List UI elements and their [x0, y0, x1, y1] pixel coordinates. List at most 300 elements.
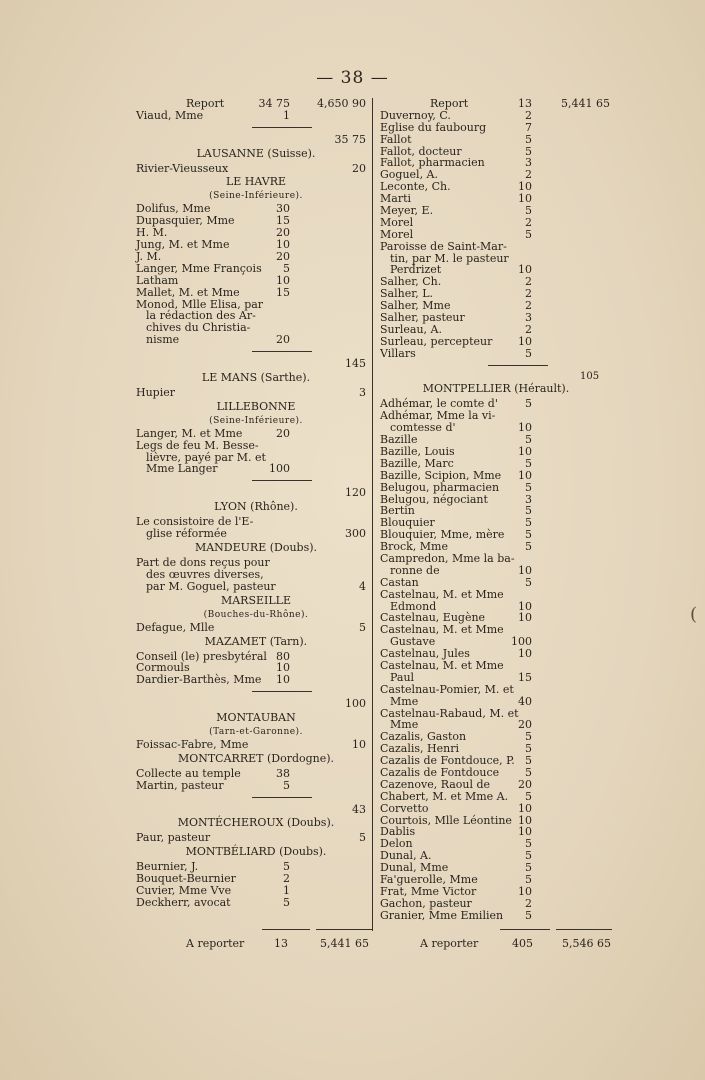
- entry-label: Cazalis, Henri: [380, 742, 459, 756]
- entry-amount: 10: [276, 273, 290, 287]
- entry-label: Adhémar, le comte d': [380, 397, 498, 411]
- entry-amount: 2: [525, 322, 532, 336]
- entry-label: Salher, L.: [380, 287, 434, 301]
- entry-amount: 1: [283, 108, 290, 122]
- entry-amount: 5: [525, 908, 532, 922]
- entry-label: Castelnau, M. et Mme: [380, 623, 504, 637]
- entry-label: MAZAMET (Tarn).: [204, 634, 308, 648]
- entry-row: [380, 910, 612, 922]
- entry-label: Surleau, A.: [380, 322, 442, 336]
- entry-label: Duvernoy, C.: [380, 108, 451, 122]
- entry-total: 3: [359, 385, 366, 399]
- entry-total: 300: [345, 527, 366, 541]
- entry-row: [380, 803, 612, 815]
- entry-label: Part de dons reçus pour: [136, 555, 270, 569]
- entry-label: MONTAUBAN: [216, 710, 296, 724]
- entry-amount: 5: [525, 540, 532, 554]
- entry-row: [380, 205, 612, 217]
- footer-left-total: 5,441 65: [320, 937, 369, 950]
- entry-amount: 10: [518, 180, 532, 194]
- entry-label: H. M.: [136, 226, 168, 240]
- entry-row: [136, 780, 376, 792]
- entry-label: Dunal, A.: [380, 849, 432, 863]
- entry-row: [380, 470, 612, 482]
- entry-label: Marti: [380, 192, 412, 206]
- footer-right-label: A reporter: [420, 937, 479, 950]
- city-heading: [136, 176, 376, 191]
- entry-row: [136, 804, 376, 816]
- entry-total: 4: [359, 579, 366, 593]
- entry-amount: 15: [276, 214, 290, 228]
- entry-amount: 5: [525, 433, 532, 447]
- left-column: [136, 98, 376, 909]
- entry-amount: 40: [518, 694, 532, 708]
- entry-amount: 10: [518, 263, 532, 277]
- entry-continuation: [136, 528, 376, 540]
- entry-row: [380, 458, 612, 470]
- entry-label: Salher, Mme: [380, 299, 451, 313]
- entry-row: [136, 134, 376, 146]
- entry-row: [136, 428, 376, 440]
- entry-amount: 2: [283, 872, 290, 886]
- footer-rule-left-b: [316, 929, 372, 930]
- entry-amount: 5: [525, 144, 532, 158]
- entry-row: [380, 181, 612, 193]
- entry-amount: 3: [525, 156, 532, 170]
- entry-amount: 10: [518, 421, 532, 435]
- entry-amount: 5: [525, 730, 532, 744]
- entry-label: Mme: [390, 694, 419, 708]
- entry-label: Collecte au temple: [136, 766, 241, 780]
- city-heading: [136, 846, 376, 861]
- entry-label: Bertin: [380, 504, 415, 518]
- entry-label: Morel: [380, 227, 414, 241]
- entry-row: [380, 898, 612, 910]
- entry-amount: 2: [525, 108, 532, 122]
- entry-label: Perdrizet: [390, 263, 442, 277]
- entry-label: LILLEBONNE: [216, 399, 296, 413]
- entry-continuation: [136, 569, 376, 581]
- entry-label: Blouquier, Mme, mère: [380, 528, 505, 542]
- entry-total: 35 75: [334, 132, 366, 146]
- city-heading: [380, 383, 612, 398]
- entry-label: Eglise du faubourg: [380, 120, 487, 134]
- entry-row: [136, 768, 376, 780]
- footer-rule-left-a: [262, 929, 310, 930]
- entry-label: Paroisse de Saint-Mar-: [380, 239, 507, 253]
- city-heading: [136, 753, 376, 768]
- region-subheading: [136, 610, 376, 622]
- entry-amount: 30: [276, 202, 290, 216]
- city-heading: [136, 817, 376, 832]
- footer-rule-right-b: [556, 929, 612, 930]
- entry-label: Dunal, Mme: [380, 861, 449, 875]
- entry-label: Castelnau, M. et Mme: [380, 587, 504, 601]
- city-heading: [136, 148, 376, 163]
- entry-label: Castan: [380, 575, 419, 589]
- entry-amount: 20: [518, 777, 532, 791]
- entry-row: [380, 826, 612, 838]
- entry-amount: 1: [283, 884, 290, 898]
- entry-row: [380, 577, 612, 589]
- entry-label: Castelnau-Rabaud, M. et: [380, 706, 519, 720]
- entry-label: Defague, Mlle: [136, 620, 215, 634]
- entry-total: 5: [359, 831, 366, 845]
- rule-line: [252, 351, 312, 352]
- entry-label: Dablis: [380, 825, 416, 839]
- entry-label: Bazille, Louis: [380, 444, 455, 458]
- entry-label: Foissac-Fabre, Mme: [136, 737, 249, 751]
- entry-label: lièvre, payé par M. et: [146, 450, 266, 464]
- entry-label: (Bouches-du-Rhône).: [203, 609, 309, 620]
- entry-amount: 3: [525, 311, 532, 325]
- entry-amount: 5: [525, 516, 532, 530]
- entry-amount: 38: [276, 766, 290, 780]
- entry-row: [380, 241, 612, 253]
- entry-label: Cazalis, Gaston: [380, 730, 467, 744]
- entry-amount: 13: [518, 97, 532, 110]
- entry-amount: 5: [525, 528, 532, 542]
- entry-amount: 20: [276, 226, 290, 240]
- entry-amount: 10: [518, 813, 532, 827]
- entry-label: Paur, pasteur: [136, 831, 211, 845]
- entry-amount: 5: [283, 860, 290, 874]
- footer-right-total: 5,546 65: [562, 937, 611, 950]
- entry-row: [136, 215, 376, 227]
- entry-total: 4,650 90: [317, 97, 366, 110]
- entry-row: [136, 698, 376, 710]
- entry-row: [380, 348, 612, 360]
- city-heading: [136, 595, 376, 610]
- entry-label: Cormouls: [136, 661, 190, 675]
- entry-label: Castelnau, Eugène: [380, 611, 486, 625]
- entry-amount: 10: [276, 661, 290, 675]
- entry-label: Villars: [380, 346, 416, 360]
- entry-amount: 5: [525, 204, 532, 218]
- entry-label: Hupier: [136, 385, 176, 399]
- entry-amount: 20: [276, 426, 290, 440]
- entry-label: Mallet, M. et Mme: [136, 285, 240, 299]
- entry-label: Legs de feu M. Besse-: [136, 438, 259, 452]
- entry-row: [380, 779, 612, 791]
- entry-amount: 2: [525, 168, 532, 182]
- subtotal-rule: [136, 475, 376, 487]
- entry-label: Viaud, Mme: [136, 108, 204, 122]
- entry-amount: 5: [283, 778, 290, 792]
- entry-label: Fallot, docteur: [380, 144, 462, 158]
- entry-label: Goguel, A.: [380, 168, 438, 182]
- entry-label: Surleau, percepteur: [380, 334, 493, 348]
- entry-amount: 5: [525, 575, 532, 589]
- entry-amount: 5: [525, 346, 532, 360]
- entry-label: des œuvres diverses,: [146, 567, 264, 581]
- entry-label: 105: [580, 371, 600, 383]
- entry-continuation: [136, 463, 376, 475]
- entry-label: Castelnau, Jules: [380, 647, 470, 661]
- entry-row: [136, 358, 376, 370]
- entry-label: Bazille, Scipion, Mme: [380, 468, 502, 482]
- rule-line: [252, 480, 312, 481]
- entry-row: [380, 589, 612, 601]
- entry-amount: 10: [518, 563, 532, 577]
- entry-label: Fallot: [380, 132, 412, 146]
- right-column: [380, 98, 612, 922]
- entry-label: Langer, Mme François: [136, 261, 262, 275]
- entry-label: J. M.: [136, 250, 162, 264]
- entry-label: Cazenove, Raoul de: [380, 777, 491, 791]
- entry-amount: 2: [525, 275, 532, 289]
- entry-continuation: [380, 696, 612, 708]
- entry-label: Frat, Mme Victor: [380, 884, 477, 898]
- entry-label: Castelnau-Pomier, M. et: [380, 682, 514, 696]
- city-heading: [136, 712, 376, 727]
- entry-label: Castelnau, M. et Mme: [380, 658, 504, 672]
- entry-label: LE HAVRE: [225, 175, 287, 189]
- entry-amount: 5: [525, 849, 532, 863]
- subtotal-rule: [136, 346, 376, 358]
- entry-label: par M. Goguel, pasteur: [146, 579, 276, 593]
- entry-total: 5: [359, 620, 366, 634]
- entry-label: Granier, Mme Emilien: [380, 908, 504, 922]
- entry-amount: 20: [276, 250, 290, 264]
- entry-total: 43: [352, 802, 366, 816]
- entry-label: Monod, Mlle Elisa, par: [136, 297, 264, 311]
- entry-label: Martin, pasteur: [136, 778, 224, 792]
- entry-label: Bazille: [380, 433, 418, 447]
- entry-label: ronne de: [390, 563, 440, 577]
- footer-rule-right-a: [500, 929, 550, 930]
- entry-label: (Seine-Inférieure).: [209, 191, 303, 202]
- entry-label: LYON (Rhône).: [214, 500, 298, 514]
- city-heading: [136, 636, 376, 651]
- city-heading: [136, 401, 376, 416]
- entry-amount: 15: [518, 670, 532, 684]
- entry-label: Courtois, Mlle Léontine: [380, 813, 512, 827]
- entry-amount: 10: [518, 599, 532, 613]
- entry-label: Leconte, Ch.: [380, 180, 451, 194]
- entry-row: [380, 886, 612, 898]
- entry-amount: 5: [525, 480, 532, 494]
- entry-amount: 15: [276, 285, 290, 299]
- entry-label: Le consistoire de l'E-: [136, 515, 254, 529]
- entry-amount: 10: [518, 825, 532, 839]
- entry-label: Langer, M. et Mme: [136, 426, 243, 440]
- entry-label: Delon: [380, 837, 413, 851]
- entry-total: 10: [352, 737, 366, 751]
- entry-label: (Tarn-et-Garonne).: [209, 726, 303, 737]
- entry-label: Latham: [136, 273, 179, 287]
- entry-row: [136, 275, 376, 287]
- entry-label: tin, par M. le pasteur: [390, 251, 509, 265]
- entry-amount: 10: [518, 801, 532, 815]
- entry-amount: 5: [525, 765, 532, 779]
- entry-amount: 2: [525, 287, 532, 301]
- entry-amount: 3: [525, 492, 532, 506]
- entry-label: Deckherr, avocat: [136, 895, 231, 909]
- entry-label: MONTÉCHEROUX (Doubs).: [177, 816, 335, 830]
- entry-label: Fa'guerolle, Mme: [380, 873, 478, 886]
- entry-label: MONTPELLIER (Hérault).: [422, 382, 570, 396]
- entry-label: Salher, pasteur: [380, 311, 465, 325]
- entry-label: Belugou, pharmacien: [380, 480, 500, 494]
- entry-label: Gachon, pasteur: [380, 896, 472, 910]
- entry-row: [380, 122, 612, 134]
- entry-amount: 5: [525, 861, 532, 875]
- entry-amount: 10: [518, 647, 532, 661]
- entry-label: Report: [186, 97, 225, 110]
- entry-amount: 10: [276, 238, 290, 252]
- entry-row: [380, 217, 612, 229]
- entry-continuation: [380, 565, 612, 577]
- entry-amount: 100: [511, 635, 532, 649]
- entry-row: [136, 239, 376, 251]
- entry-label: Brock, Mme: [380, 540, 448, 554]
- entry-label: (Seine-Inférieure).: [209, 415, 303, 426]
- city-heading: [136, 542, 376, 557]
- entry-label: Corvetto: [380, 801, 429, 815]
- city-heading: [136, 372, 376, 387]
- entry-row: [380, 229, 612, 241]
- entry-amount: 5: [525, 873, 532, 886]
- entry-amount: 10: [518, 468, 532, 482]
- entry-row: [136, 287, 376, 299]
- footer-left-amount: 13: [274, 937, 288, 950]
- entry-label: Cazalis de Fontdouce: [380, 765, 500, 779]
- entry-continuation: [136, 334, 376, 346]
- subtotal-rule: [136, 122, 376, 134]
- entry-label: LE MANS (Sarthe).: [201, 370, 311, 384]
- entry-amount: 2: [525, 896, 532, 910]
- entry-row: [380, 134, 612, 146]
- page-number: — 38 —: [316, 68, 389, 88]
- footer-right-amount: 405: [512, 937, 533, 950]
- entry-amount: 5: [525, 754, 532, 768]
- entry-label: Bouquet-Beurnier: [136, 872, 236, 886]
- entry-row: [136, 832, 376, 844]
- entry-amount: 80: [276, 649, 290, 663]
- entry-label: Adhémar, Mme la vi-: [380, 409, 496, 423]
- entry-label: Paul: [390, 670, 415, 684]
- entry-label: Beurnier, J.: [136, 860, 199, 874]
- entry-row: [136, 622, 376, 634]
- entry-amount: 5: [525, 789, 532, 803]
- entry-amount: 5: [283, 895, 290, 909]
- entry-continuation: [380, 672, 612, 684]
- entry-label: MARSEILLE: [220, 593, 292, 607]
- entry-amount: 5: [525, 227, 532, 241]
- entry-label: Gustave: [390, 635, 436, 649]
- entry-amount: 100: [269, 462, 290, 476]
- entry-amount: 2: [525, 215, 532, 229]
- entry-amount: 10: [518, 334, 532, 348]
- entry-label: Dolifus, Mme: [136, 202, 211, 216]
- entry-row: [380, 791, 612, 803]
- entry-label: Blouquier: [380, 516, 435, 530]
- entry-label: LAUSANNE (Suisse).: [196, 146, 316, 160]
- entry-row: [380, 684, 612, 696]
- subtotal-rule: [380, 360, 612, 372]
- entry-label: Cuvier, Mme Vve: [136, 884, 232, 898]
- entry-amount: 5: [283, 261, 290, 275]
- entry-amount: 10: [518, 444, 532, 458]
- entry-label: MONTCARRET (Dordogne).: [177, 751, 335, 765]
- entry-label: Mme: [390, 718, 419, 732]
- entry-continuation: [136, 581, 376, 593]
- rule-line: [252, 127, 312, 128]
- entry-row: [136, 487, 376, 499]
- entry-row: [136, 440, 376, 452]
- region-subheading: [136, 416, 376, 428]
- entry-row: [136, 387, 376, 399]
- rule-line: [488, 365, 548, 366]
- entry-amount: 5: [525, 456, 532, 470]
- entry-label: Cazalis de Fontdouce, P.: [380, 754, 515, 768]
- entry-label: chives du Christia-: [146, 321, 251, 335]
- entry-amount: 5: [525, 132, 532, 146]
- entry-label: Meyer, E.: [380, 204, 434, 218]
- entry-label: Campredon, Mme la ba-: [380, 551, 515, 565]
- entry-label: la rédaction des Ar-: [146, 309, 256, 323]
- entry-label: nisme: [146, 333, 180, 347]
- rule-line: [252, 797, 312, 798]
- entry-label: Edmond: [390, 599, 437, 613]
- entry-total: 20: [352, 161, 366, 175]
- entry-row: [136, 163, 376, 175]
- entry-row: [136, 674, 376, 686]
- entry-amount: 20: [276, 333, 290, 347]
- entry-total: 5,441 65: [561, 97, 610, 110]
- entry-row: [380, 482, 612, 494]
- entry-label: Conseil (le) presbytéral: [136, 649, 267, 663]
- entry-label: Dupasquier, Mme: [136, 214, 235, 228]
- entry-row: [136, 110, 376, 122]
- entry-row: [136, 739, 376, 751]
- margin-mark: (: [690, 604, 698, 625]
- entry-total: 120: [345, 486, 366, 500]
- entry-label: Dardier-Barthès, Mme: [136, 673, 262, 687]
- entry-label: MONTBÉLIARD (Doubs).: [185, 845, 327, 859]
- entry-amount: 5: [525, 504, 532, 518]
- entry-amount: 7: [525, 120, 532, 134]
- entry-amount: 10: [518, 192, 532, 206]
- entry-label: Belugou, négociant: [380, 492, 488, 506]
- entry-amount: 2: [525, 299, 532, 313]
- entry-total: 145: [345, 357, 366, 371]
- entry-amount: 10: [518, 611, 532, 625]
- entry-amount: 34 75: [258, 97, 290, 110]
- entry-row: [380, 110, 612, 122]
- entry-row: [136, 897, 376, 909]
- entry-amount: 5: [525, 397, 532, 411]
- entry-label: glise réformée: [146, 527, 227, 541]
- subtotal-rule: [136, 792, 376, 804]
- entry-label: Mme Langer: [146, 462, 218, 476]
- entry-amount: 5: [525, 742, 532, 756]
- entry-amount: 10: [518, 884, 532, 898]
- entry-label: Morel: [380, 215, 414, 229]
- entry-label: comtesse d': [390, 421, 456, 435]
- entry-amount: 5: [525, 837, 532, 851]
- footer-left-label: A reporter: [186, 937, 245, 950]
- subtotal-rule: [136, 686, 376, 698]
- entry-label: Fallot, pharmacien: [380, 156, 485, 170]
- rule-line: [252, 691, 312, 692]
- entry-label: Chabert, M. et Mme A.: [380, 789, 509, 803]
- entry-row: [380, 660, 612, 672]
- entry-label: Salher, Ch.: [380, 275, 442, 289]
- city-heading: [136, 501, 376, 516]
- entry-amount: 20: [518, 718, 532, 732]
